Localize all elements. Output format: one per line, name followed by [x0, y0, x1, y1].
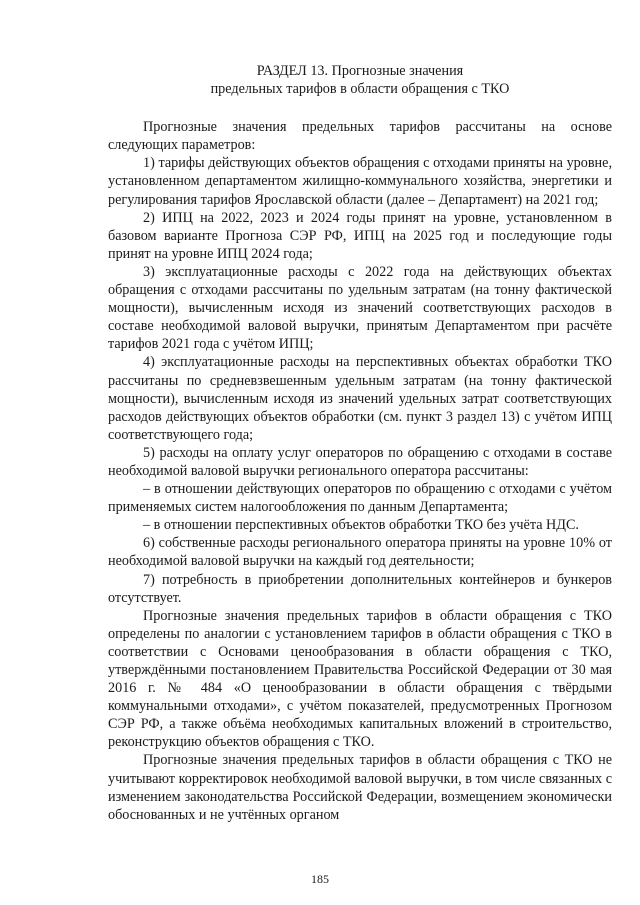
- page-number: 185: [311, 872, 329, 886]
- paragraph-item-3: 3) эксплуатационные расходы с 2022 года на действующих объектах обращения с отходами рассчитаны по удельным затратам (на тонну фактической мощности), вычисленным исходя из значений соответствующих расходов в составе необходимой валовой выручки, принятым Департаментом при расчёте тарифов 2021 года с учётом ИПЦ;: [108, 263, 612, 353]
- section-heading: [108, 62, 612, 98]
- document-body: [108, 118, 612, 824]
- section-heading-line-1: РАЗДЕЛ 13. Прогнозные значения: [256, 63, 464, 79]
- paragraph-item-1: 1) тарифы действующих объектов обращения с отходами приняты на уровне, установленном департаментом жилищно-коммунального хозяйства, энергетики и регулирования тарифов Ярославской области (далее – Департамент) на 2021 год;: [108, 155, 612, 208]
- paragraph-item-5-dash-2: – в отношении перспективных объектов обработки ТКО без учёта НДС.: [143, 517, 579, 534]
- paragraph-item-4: 4) эксплуатационные расходы на перспективных объектах обработки ТКО рассчитаны по средневзвешенным удельным затратам (на тонну фактической мощности), вычисленным исходя из значений удельных затрат соответствующих расходов действующих объектов обработки (см. пункт 3 раздел 13) с учётом ИПЦ соответствующего года;: [108, 354, 612, 443]
- paragraph-corrections: Прогнозные значения предельных тарифов в области обращения с ТКО не учитывают корректировок необходимой валовой выручки, в том числе связанных с изменением законодательства Российской Федерации, возмещением экономически обоснованных и не учтённых органом: [108, 752, 612, 823]
- paragraph-item-7: 7) потребность в приобретении дополнительных контейнеров и бункеров отсутствует.: [108, 571, 612, 606]
- document-page: [108, 62, 612, 824]
- paragraph-item-5-dash-1: – в отношении действующих операторов по обращению с отходами с учётом применяемых систем налогообложения по данным Департамента;: [108, 481, 612, 516]
- paragraph-item-2: 2) ИПЦ на 2022, 2023 и 2024 годы принят на уровне, установленном в базовом варианте Прогноза СЭР РФ, ИПЦ на 2025 год и последующие годы принят на уровне ИПЦ 2024 года;: [108, 209, 612, 262]
- paragraph-item-6: 6) собственные расходы регионального оператора приняты на уровне 10% от необходимой валовой выручки на каждый год деятельности;: [108, 535, 612, 570]
- paragraph-methodology: Прогнозные значения предельных тарифов в области обращения с ТКО определены по аналогии с установлением тарифов в области обращения с ТКО в соответствии с Основами ценообразования в области обращения с ТКО, утверждёнными постановлением Правительства Российской Федерации от 30 мая 2016 г. № 484 «О ценообразовании в области обращения с твёрдыми коммунальными отходами», с учётом показателей, предусмотренных Прогнозом СЭР РФ, а также объёма необходимых капитальных вложений в строительство, реконструкцию объектов обращения с ТКО.: [108, 607, 612, 751]
- paragraph-item-5: 5) расходы на оплату услуг операторов по обращению с отходами в составе необходимой валовой выручки регионального оператора рассчитаны:: [108, 444, 612, 479]
- paragraph-intro: Прогнозные значения предельных тарифов рассчитаны на основе следующих параметров:: [108, 119, 612, 154]
- section-heading-line-2: предельных тарифов в области обращения с ТКО: [210, 81, 510, 98]
